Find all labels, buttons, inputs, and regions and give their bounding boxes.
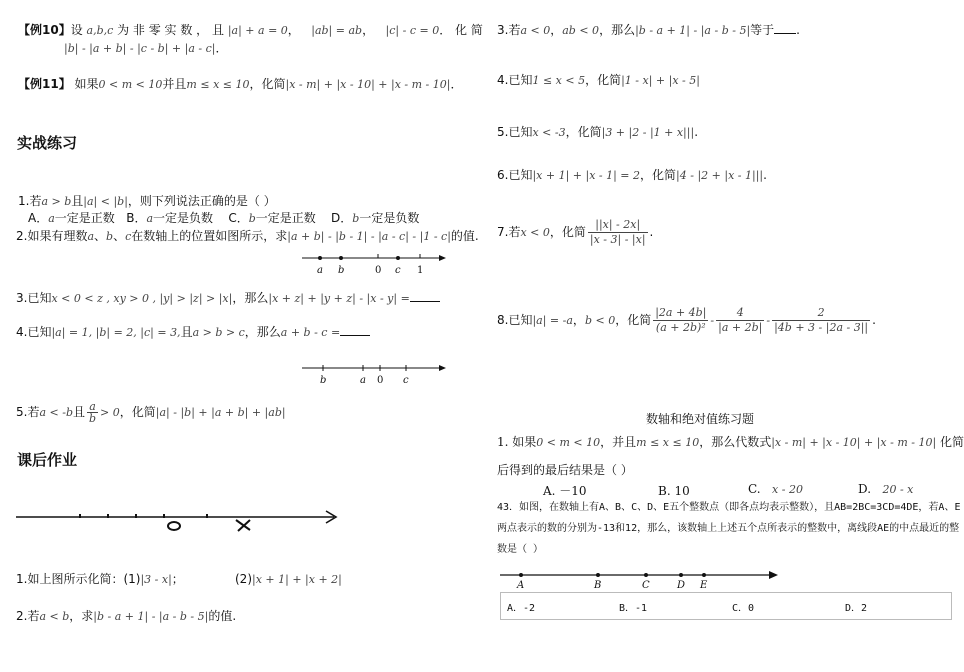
math: b bbox=[352, 212, 360, 225]
question-5 bbox=[497, 124, 698, 141]
point-c bbox=[396, 256, 400, 260]
denominator: |x - 3| - |x| bbox=[589, 233, 646, 246]
question-43-line3: 数是（ ） bbox=[497, 544, 544, 555]
numerator: 4 bbox=[716, 306, 764, 321]
label-b: b bbox=[320, 375, 327, 386]
text: 且 bbox=[71, 194, 84, 208]
math: |a| + a = 0 bbox=[227, 24, 288, 37]
math: 20 - x bbox=[882, 483, 914, 496]
text: 化简 bbox=[940, 435, 964, 449]
math: - bbox=[710, 314, 715, 327]
text: ，化简 bbox=[615, 313, 652, 327]
label-0: 0 bbox=[375, 265, 382, 276]
label-E: E bbox=[700, 580, 708, 591]
fraction-a-over-b bbox=[87, 401, 98, 424]
practice-3 bbox=[16, 290, 440, 307]
label-C: C bbox=[642, 580, 650, 591]
point-A bbox=[519, 573, 523, 577]
review-question-1-options bbox=[543, 483, 587, 499]
text: ， bbox=[550, 23, 563, 37]
example-10-label: 【例10】 bbox=[18, 23, 71, 37]
practice-5 bbox=[16, 401, 286, 424]
option-b-wrap bbox=[658, 483, 690, 499]
math: |a| < |b| bbox=[83, 195, 128, 208]
math: |1 - x| + |x - 5| bbox=[621, 74, 700, 87]
point-a bbox=[318, 256, 322, 260]
math: x < 0 < z , xy > 0 , |y| > |z| > |x| bbox=[51, 292, 233, 305]
number-line-2 bbox=[300, 360, 450, 386]
text: 如果 bbox=[74, 77, 99, 91]
text: 5.若 bbox=[16, 405, 40, 419]
question-43-line2: 两点表示的数的分别为-13和12，那么，该数轴上上述五个点所表示的整数中，离线段AE的中点最近的整 bbox=[497, 523, 960, 534]
math: |x - m| + |x - 10| + |x - m - 10| bbox=[285, 78, 451, 91]
math: x < -3 bbox=[532, 126, 566, 139]
option-label: D． bbox=[331, 211, 353, 225]
math: |x + 1| + |x - 1| = 2 bbox=[532, 169, 641, 182]
denominator: |4b + 3 - |2a - 3|| bbox=[774, 321, 869, 334]
text: 在数轴上的位置如图所示，求 bbox=[131, 229, 288, 243]
point-E bbox=[702, 573, 706, 577]
math: |b - a + 1| - |a - b - 5| bbox=[635, 24, 751, 37]
math: |3 + |2 - |1 + x||| bbox=[601, 126, 695, 139]
text: 且 bbox=[180, 325, 193, 339]
example-11 bbox=[18, 76, 462, 93]
text: ． 化 简 bbox=[439, 23, 483, 37]
math: |c| - c = 0 bbox=[385, 24, 440, 37]
text: 且 bbox=[72, 405, 85, 419]
denominator: b bbox=[89, 412, 97, 425]
axis-arrow bbox=[439, 365, 446, 371]
practice-1-options bbox=[28, 210, 419, 227]
label-a: a bbox=[317, 265, 323, 276]
worksheet-title: 数轴和绝对值练习题 bbox=[646, 412, 755, 426]
point-b bbox=[339, 256, 343, 260]
math: |x + 1| + |x + 2| bbox=[252, 573, 342, 586]
section-heading-homework: 课后作业 bbox=[17, 451, 78, 469]
section-heading-practice: 实战练习 bbox=[17, 134, 78, 152]
text: 1.若 bbox=[18, 194, 42, 208]
text: ． bbox=[450, 77, 463, 91]
homework-1 bbox=[16, 571, 184, 588]
math: m ≤ x ≤ 10 bbox=[636, 436, 700, 449]
label-B: B bbox=[594, 580, 602, 591]
text: 1. 如果 bbox=[497, 435, 537, 449]
text: 1.如上图所示化简：(1) bbox=[16, 572, 141, 586]
text: 2.若 bbox=[16, 609, 40, 623]
numerator: ||x| - 2x| bbox=[588, 218, 648, 233]
option-label: B． bbox=[126, 211, 147, 225]
text: 3.若 bbox=[497, 23, 521, 37]
text: 、 bbox=[94, 229, 107, 243]
option-b: B．-1 bbox=[619, 603, 648, 614]
text: ，那么 bbox=[232, 291, 269, 305]
practice-4 bbox=[16, 324, 370, 341]
text: . bbox=[872, 313, 876, 327]
math: |ab| = ab bbox=[311, 24, 363, 37]
text: 8.已知 bbox=[497, 313, 533, 327]
axis-arrow bbox=[769, 571, 778, 579]
point-D bbox=[679, 573, 683, 577]
fraction-3 bbox=[772, 306, 870, 335]
numerator: |2a + 4b| bbox=[655, 306, 707, 319]
text: 一定是负数 bbox=[359, 211, 420, 225]
answer-blank bbox=[774, 24, 796, 34]
label-0: 0 bbox=[377, 375, 384, 386]
math: a < b bbox=[39, 610, 70, 623]
math: a bbox=[146, 212, 154, 225]
text: 3.已知 bbox=[16, 291, 52, 305]
math: a > b bbox=[41, 195, 72, 208]
text: 等于 bbox=[750, 23, 775, 37]
text: ，化简 bbox=[549, 225, 586, 239]
question-7 bbox=[497, 218, 653, 247]
text: 5.已知 bbox=[497, 125, 533, 139]
text: 6.已知 bbox=[497, 168, 533, 182]
math: 0 < m < 10 bbox=[536, 436, 601, 449]
math: |a + b| - |b - 1| - |a - c| - |1 - c| bbox=[287, 230, 451, 243]
text: ，化简 bbox=[640, 168, 677, 182]
example-10-line1 bbox=[18, 22, 483, 39]
axis-arrow bbox=[439, 255, 446, 261]
text: ，化简 bbox=[249, 77, 286, 91]
math: |4 - |2 + |x - 1||| bbox=[676, 169, 764, 182]
math: - bbox=[766, 314, 771, 327]
example-10-line2 bbox=[64, 40, 228, 57]
text: 一定是正数 bbox=[255, 211, 316, 225]
text: . bbox=[694, 125, 699, 139]
example-11-label: 【例11】 bbox=[18, 77, 71, 91]
text: ，那么 bbox=[244, 325, 281, 339]
math: b < 0 bbox=[584, 314, 616, 327]
math: a bbox=[48, 212, 55, 225]
math: a bbox=[87, 230, 95, 243]
text: ； bbox=[171, 572, 184, 586]
text: 一定是正数 bbox=[54, 211, 115, 225]
question-8 bbox=[497, 306, 876, 335]
option-a: A. －10 bbox=[543, 484, 587, 498]
math: b bbox=[248, 212, 256, 225]
review-question-1 bbox=[497, 434, 964, 451]
label-1: 1 bbox=[417, 265, 424, 276]
text: ，则下列说法正确的是（ ） bbox=[127, 194, 276, 208]
text: ，求 bbox=[69, 609, 94, 623]
text: ，那么代数式 bbox=[699, 435, 772, 449]
homework-1-part2 bbox=[235, 571, 342, 588]
math: |x + z| + |y + z| - |x - y| = bbox=[268, 292, 410, 305]
option-a: A．-2 bbox=[507, 603, 536, 614]
label-a: a bbox=[360, 375, 366, 386]
option-c-wrap bbox=[748, 481, 803, 498]
text: . bbox=[763, 168, 767, 182]
math: a + b - c = bbox=[280, 326, 341, 339]
math: x < 0 bbox=[520, 226, 550, 239]
text: 并且 bbox=[162, 77, 187, 91]
option-label: A． bbox=[28, 211, 49, 225]
math: |3 - x| bbox=[140, 573, 172, 586]
point-C bbox=[644, 573, 648, 577]
review-question-1-cont: 后得到的最后结果是（ ） bbox=[497, 463, 633, 477]
text: 2.如果有理数 bbox=[16, 229, 88, 243]
point-B bbox=[596, 573, 600, 577]
text: 7.若 bbox=[497, 225, 521, 239]
math: |a| = -a bbox=[532, 314, 573, 327]
text: 的值. bbox=[208, 609, 237, 623]
math: 1 ≤ x < 5 bbox=[532, 74, 586, 87]
text: ，化简 bbox=[565, 125, 602, 139]
math: a < -b bbox=[39, 406, 73, 419]
answer-blank bbox=[410, 292, 440, 302]
math: x - 20 bbox=[772, 483, 803, 496]
text: ， bbox=[362, 23, 378, 37]
text: ． bbox=[215, 41, 228, 55]
math: ab < 0 bbox=[562, 24, 600, 37]
fraction bbox=[588, 218, 648, 247]
math: b bbox=[106, 230, 114, 243]
math: 0 < m < 10 bbox=[98, 78, 163, 91]
text: 为 非 零 实 数 ， 且 bbox=[113, 23, 228, 37]
numerator: 2 bbox=[772, 306, 870, 321]
practice-2 bbox=[16, 228, 479, 245]
option-b: B. 10 bbox=[658, 484, 690, 498]
text: ， bbox=[572, 313, 585, 327]
text: 4.已知 bbox=[497, 73, 533, 87]
numerator: a bbox=[87, 401, 98, 413]
question-3 bbox=[497, 22, 800, 39]
text: (2) bbox=[235, 572, 252, 586]
question-4 bbox=[497, 72, 700, 89]
text: 、 bbox=[113, 229, 126, 243]
homework-2 bbox=[16, 608, 236, 625]
math: m ≤ x ≤ 10 bbox=[186, 78, 250, 91]
option-d: D. bbox=[858, 482, 872, 496]
text: ，并且 bbox=[600, 435, 637, 449]
text: . bbox=[796, 23, 800, 37]
denominator: (a + 2b)² bbox=[655, 321, 706, 334]
math: |a| = 1, |b| = 2, |c| = 3, bbox=[51, 326, 181, 339]
answer-blank bbox=[340, 326, 370, 336]
option-d-wrap bbox=[858, 481, 913, 498]
math: |b - a + 1| - |a - b - 5| bbox=[93, 610, 209, 623]
practice-1 bbox=[18, 193, 276, 210]
question-6 bbox=[497, 167, 767, 184]
handwritten-x-mark bbox=[236, 520, 250, 531]
math: |x - m| + |x - 10| + |x - m - 10| bbox=[771, 436, 937, 449]
text: ，那么 bbox=[599, 23, 636, 37]
number-line-3 bbox=[498, 567, 783, 591]
text: 一定是负数 bbox=[153, 211, 214, 225]
math: |a| - |b| + |a + b| + |ab| bbox=[155, 406, 286, 419]
number-line-1 bbox=[300, 250, 450, 276]
question-43-options-box bbox=[500, 592, 952, 620]
label-c: c bbox=[403, 375, 409, 386]
math: a < 0 bbox=[520, 24, 551, 37]
option-label: C． bbox=[228, 211, 249, 225]
fraction-2 bbox=[716, 306, 764, 335]
math: c bbox=[125, 230, 132, 243]
label-A: A bbox=[517, 580, 525, 591]
text: 的值. bbox=[450, 229, 479, 243]
denominator: |a + 2b| bbox=[718, 321, 763, 334]
label-b: b bbox=[338, 265, 345, 276]
homework-number-line bbox=[14, 506, 344, 534]
text: ， bbox=[287, 23, 304, 37]
math: a > b > c bbox=[192, 326, 245, 339]
option-c: C．0 bbox=[732, 603, 755, 614]
text: ，化简 bbox=[119, 405, 156, 419]
text: 4.已知 bbox=[16, 325, 52, 339]
math: |b| - |a + b| - |c - b| + |a - c| bbox=[64, 42, 216, 55]
math: > 0 bbox=[100, 406, 120, 419]
text: . bbox=[649, 225, 654, 239]
math: a,b,c bbox=[86, 24, 114, 37]
handwritten-zero-mark bbox=[168, 522, 180, 530]
label-c: c bbox=[395, 265, 401, 276]
option-d: D．2 bbox=[845, 603, 868, 614]
text: 设 bbox=[70, 23, 87, 37]
fraction-1 bbox=[653, 306, 708, 335]
question-43-line1: 43．如图，在数轴上有A、B、C、D、E五个整数点（即各点均表示整数），且AB=2BC=3CD=4DE，若A、E bbox=[497, 502, 961, 513]
label-D: D bbox=[677, 580, 686, 591]
option-c: C. bbox=[748, 482, 761, 496]
right-column bbox=[480, 0, 964, 672]
text: ，化简 bbox=[585, 73, 622, 87]
